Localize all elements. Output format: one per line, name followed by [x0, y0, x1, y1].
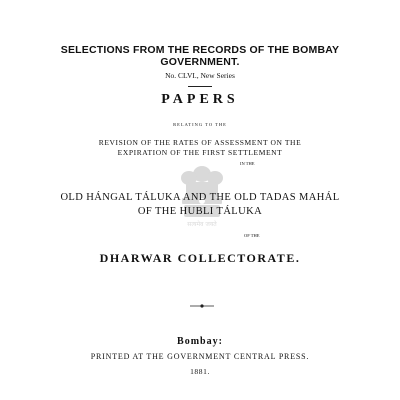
revision-line-1: REVISION OF THE RATES OF ASSESSMENT ON THE: [98, 138, 302, 147]
series-title: [0, 44, 400, 68]
short-rule-divider: [188, 86, 212, 87]
series-line-1: SELECTIONS FROM THE RECORDS OF THE BOMBAY: [60, 44, 340, 56]
relating-to-line: RELATING TO THE: [173, 122, 227, 127]
publication-place: Bombay:: [177, 336, 223, 347]
heading-papers: PAPERS: [161, 92, 239, 107]
revision-subject: [0, 138, 400, 158]
connector-of-the: OF THE: [244, 233, 260, 238]
collectorate-title: DHARWAR COLLECTORATE.: [99, 251, 301, 265]
connector-in-the: IN THE: [240, 161, 255, 166]
watermark-motto: सत्यमेव जयते: [187, 221, 217, 228]
revision-line-2: EXPIRATION OF THE FIRST SETTLEMENT: [117, 148, 283, 157]
series-line-2: GOVERNMENT.: [160, 56, 240, 68]
publication-year: 1881.: [190, 367, 210, 376]
taluka-line-1: OLD HÁNGAL TÁLUKA AND THE OLD TADAS MAHÁL: [60, 192, 340, 203]
series-number: No. CLVI., New Series: [165, 71, 235, 80]
taluka-line-2: OF THE HUBLI TÁLUKA: [137, 206, 263, 217]
ornament-divider-icon: [190, 303, 214, 309]
taluka-subject: [0, 191, 400, 219]
printer-imprint: PRINTED AT THE GOVERNMENT CENTRAL PRESS.: [90, 352, 310, 361]
